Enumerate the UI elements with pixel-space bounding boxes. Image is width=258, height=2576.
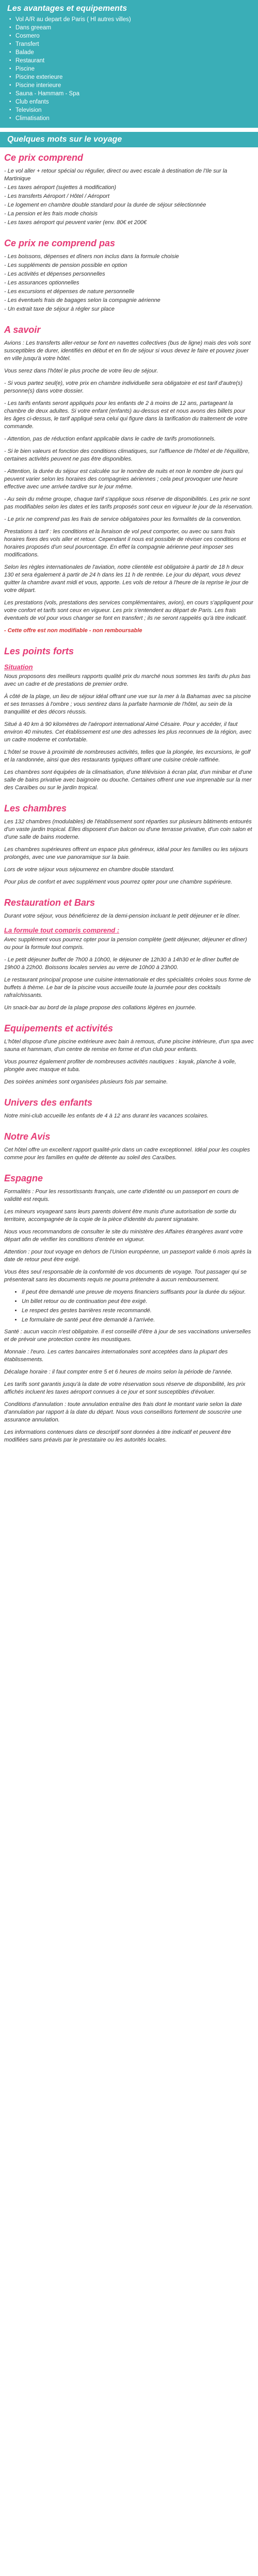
paragraph: - Les tarifs enfants seront appliqués pour les enfants de 2 à moins de 12 ans, partageant la chambre de deux adultes. Si votre enfant (enfants) au-dessus est et nous avons des billets pour les âges ci-dessus, le tarif appliqué sera celui qui figure dans la tarification du traitement de votre commande. <box>4 400 248 430</box>
section-title: Notre Avis <box>4 1131 51 1142</box>
section-title: Espagne <box>4 1173 43 1183</box>
list-item: - Un extrait taxe de séjour à régler sur place <box>4 306 115 312</box>
paragraph: Le restaurant principal propose une cuisine internationale et des spécialités créoles sous forme de buffets à thème. Le bar de la piscine vous accueille toute la journée pour des cocktails rafraîchissants. <box>4 977 251 998</box>
included-item: ▪ Cosmero <box>15 32 251 40</box>
paragraph: - Si le bien valeurs et fonction des conditions climatiques, sur l'affluence de l'hôtel et de l'équilibre, certaines activités peuvent ne pas être disponibles. <box>4 448 250 462</box>
paragraph: - Au sein du même groupe, chaque tarif s'applique sous réserve de disponibilités. Les prix ne sont pas modifiables selon les dates et les tarifs proposés sont ceux en vigueur le jour de la réservation. <box>4 496 253 510</box>
section-title: A savoir <box>4 325 41 335</box>
paragraph: - Attention, la durée du séjour est calculée sur le nombre de nuits et non le nombre de jours qui peuvent varier selon les horaires des compagnies aériennes ; cela peut provoquer une heure effective avec une arrivée tardive sur le jour même. <box>4 468 243 490</box>
list-item: - La pension et les frais mode choisis <box>4 211 98 217</box>
chambres-note: Lors de votre séjour vous séjournerez en chambre double standard. <box>4 867 175 873</box>
list-item: - Les taxes aéroport qui peuvent varier (env. 80€ et 200€ <box>4 219 147 226</box>
list-item: • Le formulaire de santé peut être demandé à l'arrivée. <box>22 1316 254 1324</box>
included-item: ▪ Sauna - Hammam - Spa <box>15 90 251 98</box>
included-item: ▪ Piscine exterieure <box>15 73 251 81</box>
paragraph: L'hôtel dispose d'une piscine extérieure avec bain à remous, d'une piscine intérieure, d'un spa avec sauna et hammam, d'un centre de remise en forme et d'un club pour enfants. <box>4 1039 254 1053</box>
paragraph: Les chambres sont équipées de la climatisation, d'une télévision à écran plat, d'un minibar et d'une salle de bains privative avec baignoire ou douche. Certaines offrent une vue imprenable sur la mer des Caraïbes ou sur le jardin tropical. <box>4 769 252 791</box>
list-item: - Les excursions et dépenses de nature personnelle <box>4 289 135 295</box>
paragraph: - Le prix ne comprend pas les frais de service obligatoires pour les formalités de la convention. <box>4 516 242 522</box>
paragraph: - Si vous partez seul(e), votre prix en chambre individuelle sera obligatoire et est tarif d'autre(s) personne(s) dans votre dossier. <box>4 380 243 394</box>
price-includes-list <box>4 167 254 227</box>
espagne-list <box>4 1289 254 1324</box>
included-item: ▪ Vol A/R au depart de Paris ( Hl autres villes) <box>15 15 251 24</box>
paragraph: Vous serez dans l'hôtel le plus proche de votre lieu de séjour. <box>4 368 158 374</box>
section-title: Equipements et activités <box>4 1023 114 1033</box>
paragraph: L'hôtel se trouve à proximité de nombreuses activités, telles que la plongée, les excursions, le golf et la randonnée, ainsi que des restaurants typiques offrant une cuisine créole raffinée. <box>4 749 251 763</box>
included-item: ▪ Dans greeam <box>15 24 251 32</box>
paragraph: Des soirées animées sont organisées plusieurs fois par semaine. <box>4 1079 168 1085</box>
restaurants-paragraphs <box>4 936 254 1012</box>
paragraph: Vous êtes seul responsable de la conformité de vos documents de voyage. Tout passager qui se présenterait sans les documents requis ne pourra prétendre à aucun remboursement. <box>4 1269 247 1283</box>
included-list <box>7 15 251 123</box>
paragraph: Situé à 40 km à 90 kilomètres de l'aéroport international Aimé Césaire. Pour y accéder, il faut environ 40 minutes. Cet établissement est une des adresses les plus reconnues de la région, avec un cadre moderne et confortable. <box>4 721 252 743</box>
espagne-paragraphs-2 <box>4 1328 254 1444</box>
paragraph: Les tarifs sont garantis jusqu'à la date de votre réservation sous réserve de disponibilité, les prix affichés incluent les taxes aéroport connues à ce jour et sont susceptibles d'évoluer. <box>4 1381 246 1395</box>
forts-paragraphs <box>4 673 254 792</box>
paragraph: Formalités : Pour les ressortissants français, une carte d'identité ou un passeport en cours de validité est requis. <box>4 1189 239 1202</box>
paragraph: Attention : pour tout voyage en dehors de l'Union européenne, un passeport valide 6 mois après la date de retour peut être exigé. <box>4 1249 252 1263</box>
equipements-paragraphs <box>4 1038 254 1086</box>
list-item: - Les assurances optionnelles <box>4 280 79 286</box>
list-item: - Le logement en chambre double standard pour la durée de séjour sélectionnée <box>4 202 206 208</box>
paragraph: Les chambres supérieures offrent un espace plus généreux, idéal pour les familles ou les séjours prolongés, avec une vue panoramique sur la baie. <box>4 846 248 860</box>
section-title: Ce prix ne comprend pas <box>4 238 116 248</box>
paragraph: Vous pourrez également profiter de nombreuses activités nautiques : kayak, planche à voile, plongée avec masque et tuba. <box>4 1059 236 1073</box>
espagne-paragraphs <box>4 1188 254 1284</box>
paragraph: À côté de la plage, un lieu de séjour idéal offrant une vue sur la mer à la Bahamas avec sa piscine et ses terrasses à l'ombre ; vous sentirez dans la parfaite harmonie de l'hôtel, au sein de la tranquillité et des décors réussis. <box>4 693 251 715</box>
avis-text: Cet hôtel offre un excellent rapport qualité-prix dans un cadre exceptionnel. Idéal pour les couples comme pour les familles en quête de détente au soleil des Caraïbes. <box>4 1147 250 1161</box>
savoir-paragraphs <box>4 340 254 622</box>
list-item: • Un billet retour ou de continuation peut être exigé. <box>22 1298 254 1306</box>
paragraph: Un snack-bar au bord de la plage propose des collations légères en journée. <box>4 1005 197 1011</box>
paragraph: - Attention, pas de réduction enfant applicable dans le cadre de tarifs promotionnels. <box>4 436 216 442</box>
included-item: ▪ Balade <box>15 48 251 57</box>
subsection-title: La formule tout compris comprend : <box>4 926 120 934</box>
paragraph: Pour plus de confort et avec supplément vous pourrez opter pour une chambre supérieure. <box>4 879 233 885</box>
chambres-paragraphs <box>4 818 254 861</box>
included-item: ▪ Restaurant <box>15 57 251 65</box>
included-item: ▪ Piscine interieure <box>15 81 251 90</box>
list-item: - Les transferts Aéroport / Hôtel / Aéroport <box>4 193 109 199</box>
paragraph: Santé : aucun vaccin n'est obligatoire. Il est conseillé d'être à jour de ses vaccinations universelles et de prévoir une protection contre les moustiques. <box>4 1329 251 1343</box>
list-item: - Le vol aller + retour spécial ou régulier, direct ou avec escale à destination de l'Ile sur la Martinique <box>4 168 228 182</box>
paragraph: Les prestations (vols, prestations des services complémentaires, avion), en cours s'appliquent pour votre confort et tarifs sont ceux en vigueur. Les prix s'entendent au départ de Paris. Les frais éventuels de vol pour vous changer se font en transfert ; ils ne seront rappelés qu'à titre indicatif. <box>4 600 253 621</box>
included-item: ▪ Climatisation <box>15 114 251 123</box>
paragraph: Conditions d'annulation : toute annulation entraîne des frais dont le montant varie selon la date d'annulation par rapport à la date du départ. Nous vous conseillons fortement de souscrire une assurance annulation. <box>4 1401 242 1423</box>
section-title: Ce prix comprend <box>4 152 84 163</box>
list-item: - Les boissons, dépenses et dîners non inclus dans la formule choisie <box>4 253 179 260</box>
subsection-title: Situation <box>4 663 33 671</box>
paragraph: - Le petit déjeuner buffet de 7h00 à 10h00, le déjeuner de 12h30 à 14h30 et le dîner buffet de 19h00 à 22h00. Boissons locales servies au verre de 10h00 à 23h00. <box>4 957 239 971</box>
paragraph: Nous proposons des meilleurs rapports qualité prix du marché nous sommes les tarifs du plus bas avec un cadre et de prestations de premier ordre. <box>4 673 251 687</box>
paragraph: Avec supplément vous pourrez opter pour la pension complète (petit déjeuner, déjeuner et dîner) ou pour la formule tout compris. <box>4 937 247 951</box>
price-excludes-list <box>4 253 254 313</box>
paragraph: Les mineurs voyageant sans leurs parents doivent être munis d'une autorisation de sortie du territoire, accompagnée de la copie de la pièce d'identité du parent signataire. <box>4 1209 236 1223</box>
paragraph: Avions : Les transferts aller-retour se font en navettes collectives (bus de ligne) mais des vols sont susceptibles de durer, identifiés en début et en fin de séjour si vous devez le faire et pouvez jouer en ville jusqu'à votre hôtel. <box>4 340 251 362</box>
paragraph: Les informations contenues dans ce descriptif sont données à titre indicatif et peuvent être modifiées sans préavis par le prestataire ou les autorités locales. <box>4 1429 231 1443</box>
paragraph: Selon les règles internationales de l'aviation, notre clientèle est obligatoire à partir de 18 h deux 130 et sera également à partir de 24 h dans les 11 h de rentrée. Le jour du départ, vous devez quitter la chambre avant midi et vous, apporte. Les vols de retour à l'heure de la reprise le jour de votre départ. <box>4 564 249 594</box>
list-item: - Les suppléments de pension possible en option <box>4 262 127 268</box>
included-item: ▪ Piscine <box>15 65 251 73</box>
section-title: Restauration et Bars <box>4 897 95 908</box>
paragraph: Les 132 chambres (modulables) de l'établissement sont réparties sur plusieurs bâtiments entourés d'un vaste jardin tropical. Elles disposent d'un balcon ou d'une terrasse privative, d'un coin salon et d'une salle de bains moderne. <box>4 819 252 840</box>
included-title: Les avantages et equipements <box>7 4 127 13</box>
included-box <box>0 0 258 128</box>
list-item: - Les activités et dépenses personnelles <box>4 271 105 277</box>
list-item: - Les éventuels frais de bagages selon la compagnie aérienne <box>4 297 160 303</box>
non-refundable-note: - Cette offre est non modifiable - non remboursable <box>4 628 142 634</box>
list-item: - Les taxes aéroport (sujettes à modification) <box>4 184 117 191</box>
paragraph: Nous vous recommandons de consulter le site du ministère des Affaires étrangères avant votre départ afin de vérifier les conditions d'entrée en vigueur. <box>4 1229 243 1243</box>
main-content <box>0 152 258 1444</box>
chambres-paragraphs-2 <box>4 878 254 886</box>
univers-text: Notre mini-club accueille les enfants de 4 à 12 ans durant les vacances scolaires. <box>4 1113 209 1119</box>
restaurants-intro: Durant votre séjour, vous bénéficierez de la demi-pension incluant le petit déjeuner et le dîner. <box>4 913 240 919</box>
section-title: Les points forts <box>4 646 74 656</box>
paragraph: Décalage horaire : il faut compter entre 5 et 6 heures de moins selon la période de l'année. <box>4 1369 233 1375</box>
list-item: • Le respect des gestes barrières reste recommandé. <box>22 1307 254 1315</box>
list-item: • Il peut être demandé une preuve de moyens financiers suffisants pour la durée du séjour. <box>22 1289 254 1296</box>
section-title: Univers des enfants <box>4 1097 93 1108</box>
voyage-bar <box>0 132 258 147</box>
included-item: ▪ Transfert <box>15 40 251 48</box>
paragraph: Prestations à tarif : les conditions et la livraison de vol peut comporter, ou avec ou sans frais horaires fixes des vols aller et retour. Cependant il nous est possible de réviser ces conditions et horaires proposés d'un seul pourcentage. En effet la compagnie aérienne peut imposer ses modifications. <box>4 529 246 558</box>
included-item: ▪ Club enfants <box>15 98 251 106</box>
included-item: ▪ Television <box>15 106 251 114</box>
voyage-title: Quelques mots sur le voyage <box>7 135 122 144</box>
section-title: Les chambres <box>4 803 67 814</box>
paragraph: Monnaie : l'euro. Les cartes bancaires internationales sont acceptées dans la plupart des établissements. <box>4 1349 228 1363</box>
